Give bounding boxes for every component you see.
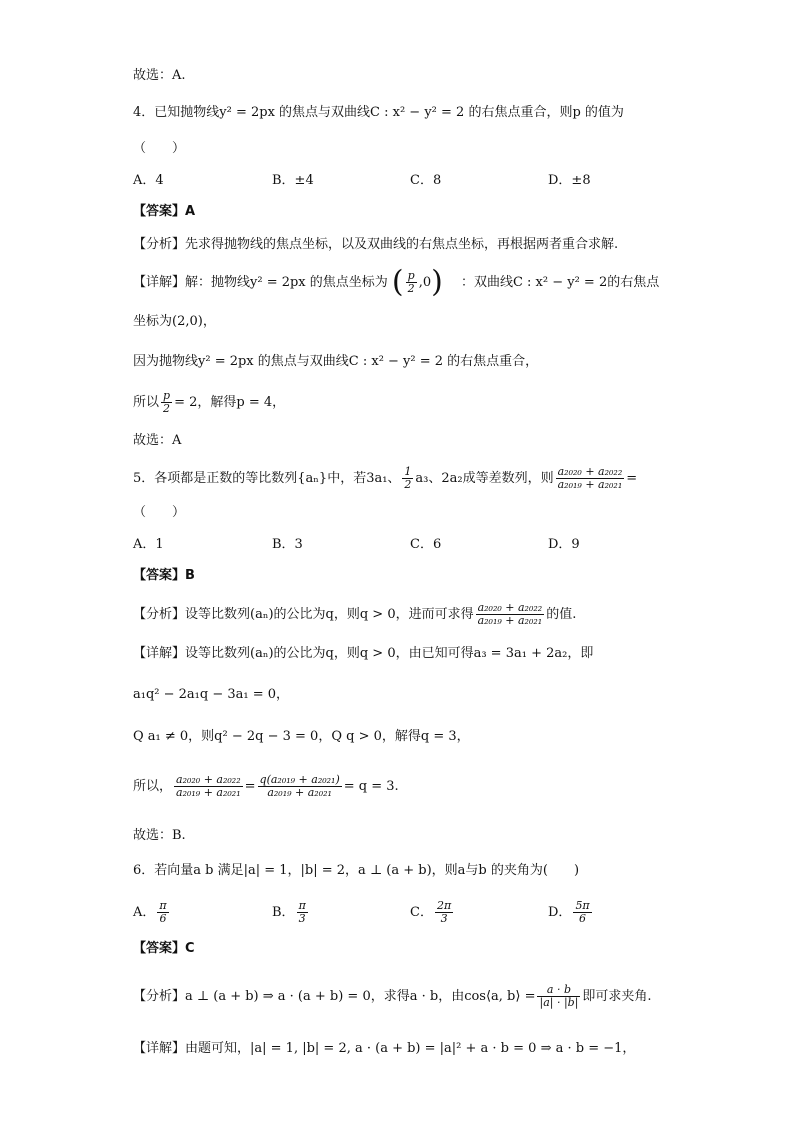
q5-option-a: A．1	[133, 537, 164, 552]
q4-detail-line3: 因为抛物线y² = 2px 的焦点与双曲线C : x² − y² = 2 的右焦点重合，	[133, 354, 539, 369]
q5-analysis: 【分析】设等比数列(aₙ)的公比为q，则q > 0，进而可求得 $\frac{\text{a₂₀₂₀ + a₂₀₂₂}}{\text{a₂₀₁₉ + a₂₀₂₁}}$ 的值.	[133, 601, 577, 627]
q6-option-d: D． $\frac{5\pi}{6}$	[548, 899, 590, 925]
p-over-2-fraction: $\frac{p}{2}$	[407, 269, 415, 295]
q5-conclusion: 故选：B.	[133, 828, 186, 843]
q5-detail-line3: Q a₁ ≠ 0，则q² − 2q − 3 = 0，Q q > 0，解得q = 3，	[133, 729, 470, 744]
q6-option-c: C． $\frac{2\pi}{3}$	[410, 899, 452, 925]
q4-conclusion: 故选：A	[133, 433, 182, 448]
q6-detail-line1: 【详解】由题可知，|a| = 1, |b| = 2, a · (a + b) = |a|² + a · b = 0 ⇒ a · b = −1，	[133, 1041, 636, 1056]
q4-option-d: D．±8	[548, 173, 591, 188]
q4-detail-text-a: 【详解】解：抛物线y² = 2px 的焦点坐标为	[133, 275, 388, 290]
q5-answer: 【答案】B	[133, 568, 195, 583]
q4-blank: （ ）	[133, 141, 186, 156]
p-over-2-fraction-2: $\frac{p}{2}$	[163, 389, 171, 415]
q5-ratio-fraction: $\frac{\text{a₂₀₂₀ + a₂₀₂₂}}{\text{a₂₀₁₉ + a₂₀₂₁}}$	[557, 465, 623, 491]
q5-option-d: D．9	[548, 537, 580, 552]
q4-detail-line1: 【详解】解：抛物线y² = 2px 的焦点坐标为 ( $\frac{p}{2}$ ,0) ：双曲线C : x² − y² = 2的右焦点	[133, 264, 660, 300]
q6-answer: 【答案】C	[133, 941, 195, 956]
q4-detail-text-b: ：双曲线C : x² − y² = 2的右焦点	[460, 275, 660, 290]
q4-option-a: A．4	[133, 173, 164, 188]
q5-detail-line2: a₁q² − 2a₁q − 3a₁ = 0，	[133, 687, 290, 702]
q6-option-a: A． $\frac{\pi}{6}$	[133, 899, 167, 925]
q4-stem: 4．已知抛物线y² = 2px 的焦点与双曲线C : x² − y² = 2 的右焦点重合，则p 的值为	[133, 105, 624, 120]
q3-conclusion: 故选：A.	[133, 68, 186, 83]
q5-option-b: B．3	[272, 537, 303, 552]
left-paren: (	[391, 264, 404, 300]
q4-answer: 【答案】A	[133, 204, 196, 219]
q4-option-b: B．±4	[272, 173, 314, 188]
q5-detail-line1: 【详解】设等比数列(aₙ)的公比为q，则q > 0，由已知可得a₃ = 3a₁ + 2a₂，即	[133, 646, 594, 661]
cos-fraction: $\frac{a \cdot b}{|a| \cdot |b|}$	[539, 983, 579, 1009]
q5-stem: 5．各项都是正数的等比数列{aₙ}中，若3a₁、 $\frac{1}{2}$ a₃、2a₂成等差数列，则 $\frac{\text{a₂₀₂₀ + a₂₀₂₂}}{\text{a₂₀₁₉ + a₂₀₂₁}}$ =	[133, 465, 638, 491]
q6-stem: 6．若向量a b 满足|a| = 1，|b| = 2，a ⊥ (a + b)，则a与b 的夹角为( )	[133, 863, 580, 878]
q5-ratio-fraction-3: $\frac{\text{a₂₀₂₀ + a₂₀₂₂}}{\text{a₂₀₁₉ + a₂₀₂₁}}$	[176, 773, 241, 799]
q5-ratio-fraction-2: $\frac{\text{a₂₀₂₀ + a₂₀₂₂}}{\text{a₂₀₁₉ + a₂₀₂₁}}$	[477, 601, 543, 627]
q6-analysis: 【分析】a ⊥ (a + b) ⇒ a · (a + b) = 0，求得a · b，由cos⟨a, b⟩ = $\frac{a \cdot b}{|a| \cdot |b|}$ 即可求夹角.	[133, 983, 652, 1009]
q5-blank: （ ）	[133, 505, 186, 520]
q4-option-c: C．8	[410, 173, 442, 188]
q4-detail-line4: 所以 $\frac{p}{2}$ = 2，解得p = 4，	[133, 389, 286, 415]
q5-option-c: C．6	[410, 537, 442, 552]
q4-detail-line2: 坐标为(2,0)，	[133, 314, 216, 329]
right-paren: )	[431, 264, 443, 300]
q6-option-b: B． $\frac{\pi}{3}$	[272, 899, 306, 925]
q5-ratio-rhs-fraction: $\frac{\text{q(a₂₀₁₉ + a₂₀₂₁)}}{\text{a₂₀₁₉ + a₂₀₂₁}}$	[259, 773, 340, 799]
q4-analysis: 【分析】先求得抛物线的焦点坐标，以及双曲线的右焦点坐标，再根据两者重合求解.	[133, 237, 619, 252]
q5-detail-line4: 所以， $\frac{\text{a₂₀₂₀ + a₂₀₂₂}}{\text{a₂₀₁₉ + a₂₀₂₁}}$ = $\frac{\text{q(a₂₀₁₉ + a₂₀₂₁)}}{\text{a₂₀₁₉ + a₂₀₂₁}}$ = q = 3.	[133, 773, 399, 799]
half-fraction: $\frac{1}{2}$	[404, 465, 412, 491]
